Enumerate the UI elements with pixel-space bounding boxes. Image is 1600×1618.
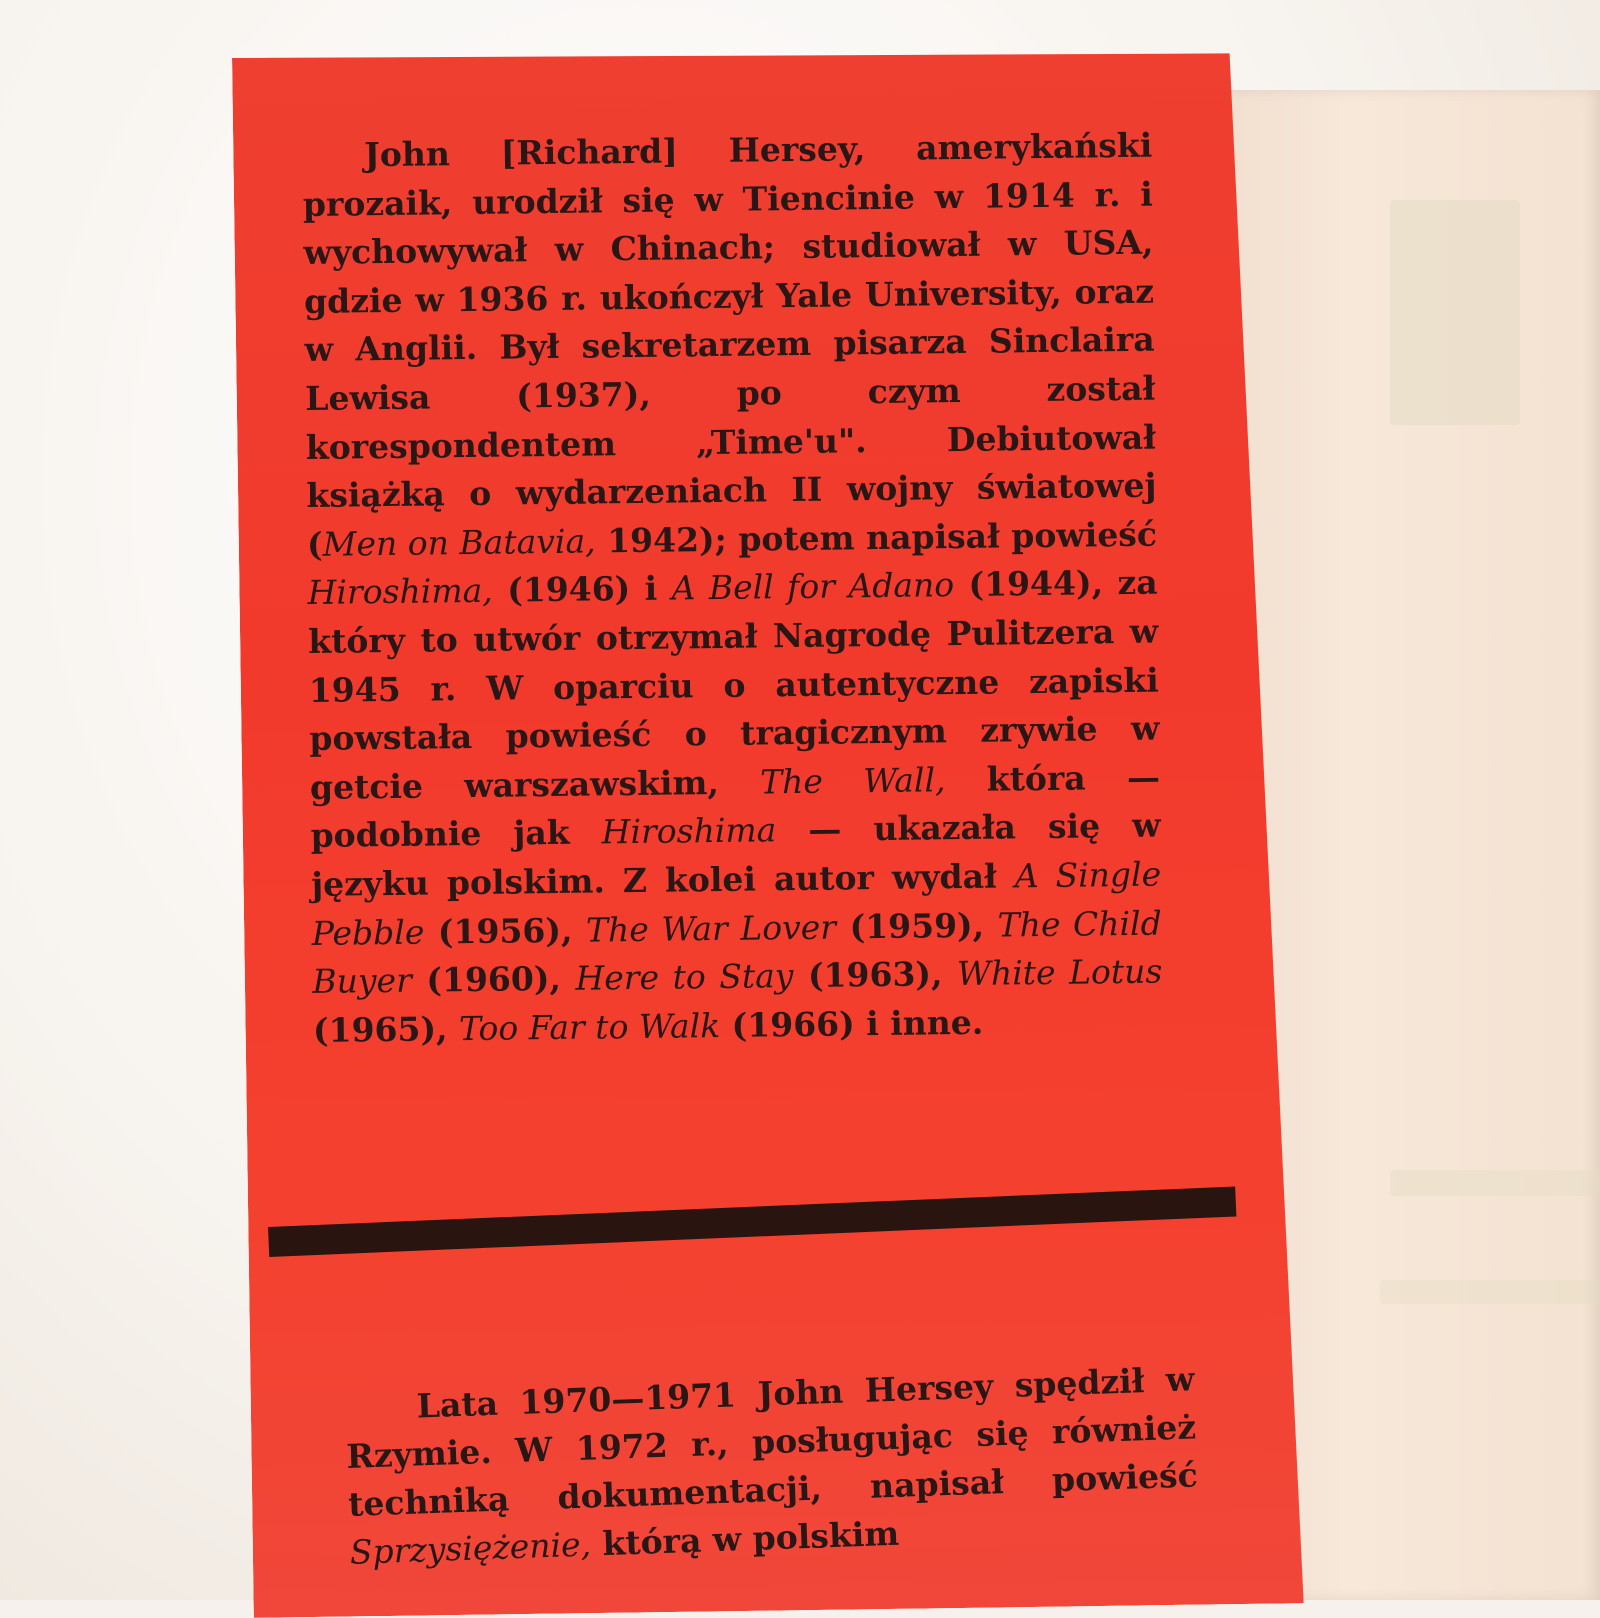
faint-cover-line-2: [1380, 1280, 1600, 1304]
book-title: Too Far to Walk: [458, 1005, 721, 1048]
bio-text: która — podobnie jak: [310, 757, 1161, 856]
bio-text: (1944), za który to utwór otrzymał Nagrodę Pulitzera w 1945 r. W oparciu o autentyczne zapiski powstała powieść o tragicznym zrywie w getcie warszawskim,: [307, 562, 1160, 807]
book-title: White Lotus: [956, 951, 1163, 994]
bio-text: (1946) i: [492, 568, 672, 611]
note-text: Lata 1970—1971 John Hersey spędził w Rzymie. W 1972 r., posługując się również techniką dokumentacji, napisał powieść: [345, 1359, 1199, 1524]
second-note: [344, 1355, 1200, 1577]
bio-text: (1956),: [424, 910, 587, 952]
book-title: A Bell for Adano: [671, 565, 955, 608]
bio-text: John [Richard] Hersey, amerykański prozaik, urodził się w Tiencinie w 1914 r. i wychowywał w Chinach; studiował w USA, gdzie w 1936 r. ukończył Yale University, oraz w Anglii. Był sekretarzem pisarza Sinclaira Lewisa (1937), po czym został korespondentem „Time'u". Debiutował książką o wydarzeniach II wojny światowej (: [302, 125, 1157, 564]
book-title: The Wall,: [759, 759, 946, 802]
bio-text: (1966) i inne.: [719, 1002, 984, 1045]
faint-cover-art: [1390, 200, 1520, 425]
bio-text: (1963),: [793, 954, 958, 996]
bio-text: 1942); potem napisał powieść: [595, 514, 1158, 561]
bio-text: (1965),: [312, 1008, 460, 1050]
bio-text: (1959),: [835, 905, 998, 947]
book-title: Hiroshima: [601, 810, 777, 852]
note-text: którą w polskim: [590, 1513, 900, 1564]
bio-text: (1960),: [411, 958, 576, 1000]
book-title: Sprzysiężenie,: [349, 1524, 592, 1572]
author-biography: [302, 122, 1163, 1056]
book-title: The War Lover: [585, 907, 837, 950]
book-title: The Child Buyer: [312, 903, 1162, 1002]
book-title: A Single Pebble: [311, 854, 1162, 953]
bio-text: — ukazała się w języku polskim. Z kolei autor wydał: [310, 805, 1161, 904]
faint-cover-line: [1390, 1170, 1600, 1196]
book-title: Here to Stay: [575, 956, 794, 998]
book-title: Hiroshima,: [307, 571, 494, 613]
book-title: Men on Batavia,: [322, 521, 596, 564]
